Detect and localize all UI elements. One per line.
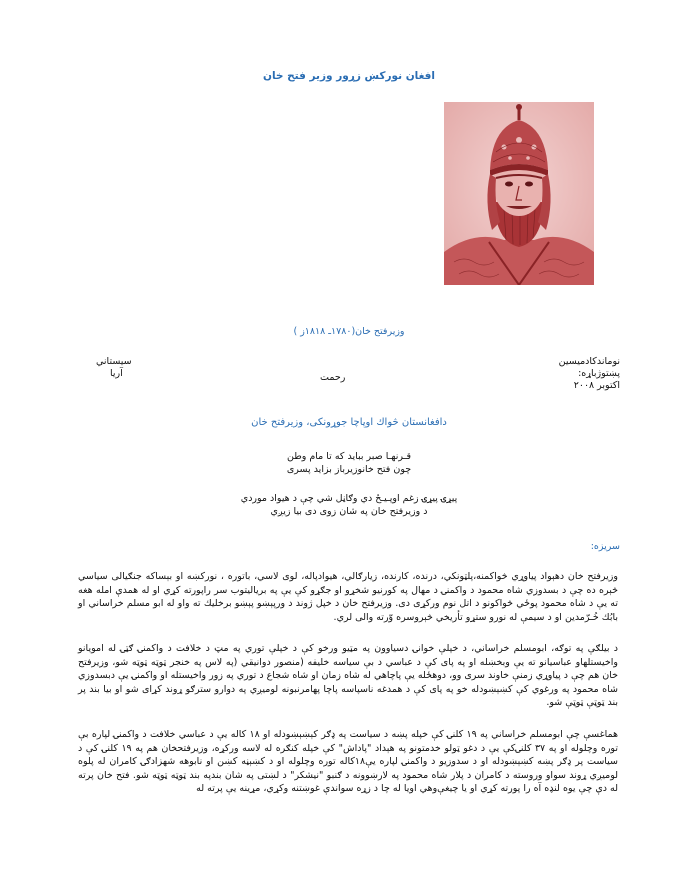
poem-line: د وزيرفتح خان په شان زوی دی بيا زيږي	[270, 506, 428, 517]
translation-label: پښتوژباړه:	[578, 368, 620, 379]
portrait-image	[444, 102, 594, 285]
body-paragraph: هماغسې چې ابومسلم خراساني په ۱۹ كلنۍ كې خپله پښه د سياست په ډګر كېښېښودله او ۱۸ كاله يې د عباسي خلافت د واكمنۍ لپاره بې توره وچلوله او په ۳۷ كلنۍكې يې د دغو ټولو خدمتونو په هېداد "پاداش" كې خپله كنګره له لاسه وركړه، وزيرفتحخان هم په ۱۹ كلنۍ كې د سياست پر ډګر پښه كښېښودله او د سدوزيو د واكمنۍ لپاره يې۱۸كاله توره وچلوله او د كښېڼه كښن او نابوهه شهزادګۍ كامران له پلوه لوميږي ړوند سواو وروسته د كامران د پلار شاه محمود په لارښوونه د ګنبو "نيشكر" د لښتی په شان بندپه بند ټوټه ټوټه شو. فتح خان پرته له دې چې يوه لنډه آه را پورته كړي او يا چيغې‌وهي اويا له چا د زړه سواندې غوښتنه وكړي، مړينه يې پرته له	[78, 729, 618, 794]
translator-first-name: رحمت	[320, 372, 346, 383]
poem-line: قـرنهـا صبر ببايد كه تا مام وطن	[287, 451, 411, 462]
poem-pashto	[0, 492, 698, 518]
body-paragraph: وزيرفتح خان دهېواد پياوړي څواكمنه،پلټونكي، درنده، كارنده، زيارګالي، هيوادپاله، لوی لاسي، باتوره ، نوركښه او بېساكه جنګيالی سياسي څېره ده چې د بسدوزي شاه محمود د واكمنۍ د مهال په كورنيو شخړو او جګړو كې يې په بريالیتوب سر راپورته كړي او له همدې امله هغه ته يې د شاه محمود پوځي څواكونو د اتل نوم وركړی دی. وزيرفتح خان د خپل ژوند د ورپېښو پېښو برخليك ته واو له ابو مسلم خراساني او بابُك خُـرّمدين او د سيمې له نورو ستړو تأريخي څېروسره وّرته والی لري.	[78, 571, 618, 623]
document-subtitle: دافغانستان څواك اوپاچا جوړونكى، وزيرفتح خان	[251, 417, 447, 428]
portrait-caption: وزيرفتح خان(۱۷۸۰ـ ۱۸۱۸ز )	[293, 326, 405, 337]
poem-line: پيړۍ پيړۍ زغم اوپـيـځ دي وګاڼل شي چې د هيواد موردي	[240, 493, 458, 504]
publication-date: اكتوبر ۲۰۰۸	[573, 380, 620, 391]
translator-name: آريا	[110, 368, 123, 379]
body-paragraph: د بيلګې په توګه، ابومسلم خراساني، د خپلې خوانۍ دسياوون په مټيو ورخو كې د خپلې توري په مټ د خلافت د واكمنۍ ګټۍ له امويانو واخيستلهاو عباسيانو ته يې وبخښله او په پای كې د عباسي د بې سياسه خليفه (منصور دوانيقي (په لاس په خنجر ټوټه ټوټه شو، وزيرفتح خان هم چې د پياوړي زمنې خاوند سری وو، دوهځله يې پاچاهي له شاه زمان او شاه شجاع د توري په زور واخيستله او واكمنۍ يې دبسدوزي شاه محمود په ورغوي كې كښېښودله خو په پای كې د همدغه ناسپاسه پاچا پهامرنبونه لوميږي په دوارو سترګو ړوند كړای شو او بيا بند پر بند ټوټې ټوټې شو.	[78, 643, 618, 708]
author-label: نوماندكادميسين	[558, 356, 620, 367]
document-title: افغان نوركښ زړور وزير فتح خان	[262, 70, 435, 82]
author-name: سيستاني	[96, 356, 132, 367]
summary-heading: سريزه:	[590, 541, 620, 552]
poem-persian	[0, 450, 698, 476]
poem-line: چون فتح خانوزيرباز بزايد پسرى	[286, 464, 412, 475]
